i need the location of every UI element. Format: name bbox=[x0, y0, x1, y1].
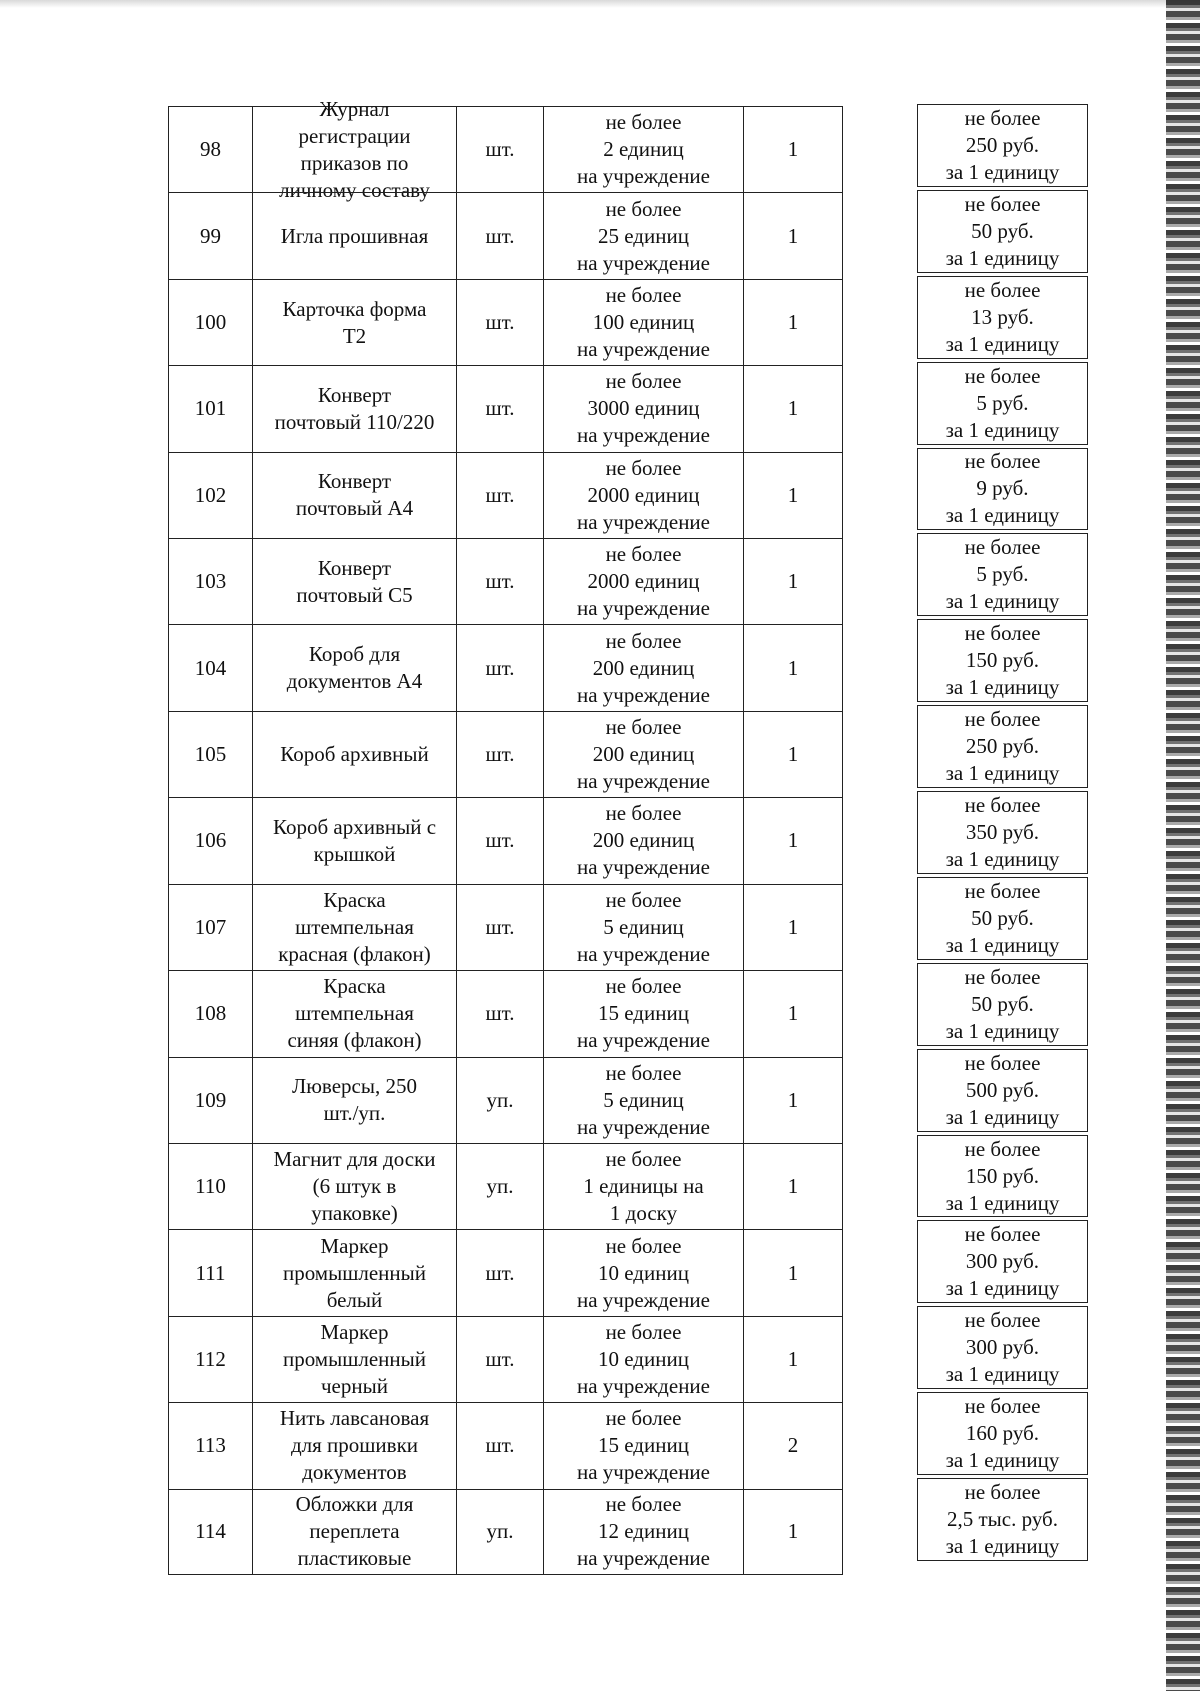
quantity-norm-cell: не более 2000 единиц на учреждение bbox=[543, 538, 743, 624]
item-name-cell: Маркер промышленный черный bbox=[252, 1316, 456, 1402]
row-number-cell: 111 bbox=[168, 1229, 252, 1315]
item-name-cell: Журнал регистрации приказов по личному составу bbox=[252, 106, 456, 192]
quantity-norm-cell: не более 15 единиц на учреждение bbox=[543, 1402, 743, 1488]
item-name-cell: Короб архивный bbox=[252, 711, 456, 797]
quantity-norm-cell: не более 10 единиц на учреждение bbox=[543, 1229, 743, 1315]
count-cell: 1 bbox=[743, 624, 843, 710]
item-name-cell: Обложки для переплета пластиковые bbox=[252, 1489, 456, 1575]
row-number-cell: 99 bbox=[168, 192, 252, 278]
item-name-cell: Короб архивный с крышкой bbox=[252, 797, 456, 883]
quantity-norm-cell: не более 3000 единиц на учреждение bbox=[543, 365, 743, 451]
item-name-cell: Маркер промышленный белый bbox=[252, 1229, 456, 1315]
price-cell: не более 9 руб. за 1 единицу bbox=[917, 448, 1088, 531]
unit-cell: шт. bbox=[456, 1316, 543, 1402]
quantity-norm-cell: не более 15 единиц на учреждение bbox=[543, 970, 743, 1056]
scan-top-shadow bbox=[0, 0, 1200, 8]
unit-cell: шт. bbox=[456, 624, 543, 710]
row-number-cell: 98 bbox=[168, 106, 252, 192]
item-name-cell: Люверсы, 250 шт./уп. bbox=[252, 1057, 456, 1143]
item-name-cell: Короб для документов А4 bbox=[252, 624, 456, 710]
count-cell: 1 bbox=[743, 452, 843, 538]
row-number-cell: 113 bbox=[168, 1402, 252, 1488]
row-number-cell: 112 bbox=[168, 1316, 252, 1402]
unit-cell: шт. bbox=[456, 538, 543, 624]
row-number-cell: 108 bbox=[168, 970, 252, 1056]
count-cell: 1 bbox=[743, 1489, 843, 1575]
count-cell: 1 bbox=[743, 106, 843, 192]
quantity-norm-cell: не более 200 единиц на учреждение bbox=[543, 797, 743, 883]
price-cell: не более 250 руб. за 1 единицу bbox=[917, 705, 1088, 788]
count-cell: 1 bbox=[743, 538, 843, 624]
quantity-norm-cell: не более 12 единиц на учреждение bbox=[543, 1489, 743, 1575]
count-cell: 2 bbox=[743, 1402, 843, 1488]
unit-cell: шт. bbox=[456, 1402, 543, 1488]
unit-cell: уп. bbox=[456, 1057, 543, 1143]
unit-cell: шт. bbox=[456, 106, 543, 192]
price-cell: не более 50 руб. за 1 единицу bbox=[917, 963, 1088, 1046]
row-number-cell: 103 bbox=[168, 538, 252, 624]
item-name-cell: Конверт почтовый С5 bbox=[252, 538, 456, 624]
price-cell: не более 500 руб. за 1 единицу bbox=[917, 1049, 1088, 1132]
row-number-cell: 100 bbox=[168, 279, 252, 365]
item-name-cell: Карточка форма Т2 bbox=[252, 279, 456, 365]
quantity-norm-cell: не более 200 единиц на учреждение bbox=[543, 711, 743, 797]
row-number-cell: 110 bbox=[168, 1143, 252, 1229]
price-cell: не более 160 руб. за 1 единицу bbox=[917, 1392, 1088, 1475]
quantity-norm-cell: не более 5 единиц на учреждение bbox=[543, 1057, 743, 1143]
quantity-norm-cell: не более 25 единиц на учреждение bbox=[543, 192, 743, 278]
quantity-norm-cell: не более 2 единиц на учреждение bbox=[543, 106, 743, 192]
row-number-cell: 107 bbox=[168, 884, 252, 970]
unit-cell: шт. bbox=[456, 192, 543, 278]
row-number-cell: 114 bbox=[168, 1489, 252, 1575]
price-cell: не более 300 руб. за 1 единицу bbox=[917, 1306, 1088, 1389]
unit-cell: шт. bbox=[456, 1229, 543, 1315]
quantity-norm-cell: не более 10 единиц на учреждение bbox=[543, 1316, 743, 1402]
count-cell: 1 bbox=[743, 1143, 843, 1229]
count-cell: 1 bbox=[743, 711, 843, 797]
count-cell: 1 bbox=[743, 797, 843, 883]
unit-cell: шт. bbox=[456, 884, 543, 970]
unit-cell: уп. bbox=[456, 1489, 543, 1575]
price-cell: не более 50 руб. за 1 единицу bbox=[917, 190, 1088, 273]
price-cell: не более 5 руб. за 1 единицу bbox=[917, 362, 1088, 445]
price-cell: не более 5 руб. за 1 единицу bbox=[917, 533, 1088, 616]
unit-cell: уп. bbox=[456, 1143, 543, 1229]
count-cell: 1 bbox=[743, 1316, 843, 1402]
item-name-cell: Конверт почтовый А4 bbox=[252, 452, 456, 538]
count-cell: 1 bbox=[743, 884, 843, 970]
price-cell: не более 13 руб. за 1 единицу bbox=[917, 276, 1088, 359]
item-name-cell: Игла прошивная bbox=[252, 192, 456, 278]
quantity-norm-cell: не более 100 единиц на учреждение bbox=[543, 279, 743, 365]
quantity-norm-cell: не более 5 единиц на учреждение bbox=[543, 884, 743, 970]
price-cell: не более 50 руб. за 1 единицу bbox=[917, 877, 1088, 960]
quantity-norm-cell: не более 2000 единиц на учреждение bbox=[543, 452, 743, 538]
price-cell: не более 2,5 тыс. руб. за 1 единицу bbox=[917, 1478, 1088, 1561]
count-cell: 1 bbox=[743, 192, 843, 278]
price-cell: не более 350 руб. за 1 единицу bbox=[917, 791, 1088, 874]
unit-cell: шт. bbox=[456, 452, 543, 538]
unit-cell: шт. bbox=[456, 365, 543, 451]
count-cell: 1 bbox=[743, 279, 843, 365]
row-number-cell: 102 bbox=[168, 452, 252, 538]
unit-cell: шт. bbox=[456, 711, 543, 797]
unit-cell: шт. bbox=[456, 797, 543, 883]
count-cell: 1 bbox=[743, 970, 843, 1056]
row-number-cell: 109 bbox=[168, 1057, 252, 1143]
unit-cell: шт. bbox=[456, 970, 543, 1056]
quantity-norm-cell: не более 200 единиц на учреждение bbox=[543, 624, 743, 710]
item-name-cell: Краска штемпельная синяя (флакон) bbox=[252, 970, 456, 1056]
item-name-cell: Нить лавсановая для прошивки документов bbox=[252, 1402, 456, 1488]
price-cell: не более 150 руб. за 1 единицу bbox=[917, 619, 1088, 702]
row-number-cell: 101 bbox=[168, 365, 252, 451]
price-cell: не более 300 руб. за 1 единицу bbox=[917, 1220, 1088, 1303]
item-name-cell: Конверт почтовый 110/220 bbox=[252, 365, 456, 451]
item-name-cell: Магнит для доски (6 штук в упаковке) bbox=[252, 1143, 456, 1229]
quantity-norm-cell: не более 1 единицы на 1 доску bbox=[543, 1143, 743, 1229]
row-number-cell: 106 bbox=[168, 797, 252, 883]
row-number-cell: 104 bbox=[168, 624, 252, 710]
item-name-cell: Краска штемпельная красная (флакон) bbox=[252, 884, 456, 970]
price-cell: не более 150 руб. за 1 единицу bbox=[917, 1135, 1088, 1218]
count-cell: 1 bbox=[743, 365, 843, 451]
price-cell: не более 250 руб. за 1 единицу bbox=[917, 104, 1088, 187]
unit-cell: шт. bbox=[456, 279, 543, 365]
count-cell: 1 bbox=[743, 1057, 843, 1143]
row-number-cell: 105 bbox=[168, 711, 252, 797]
count-cell: 1 bbox=[743, 1229, 843, 1315]
